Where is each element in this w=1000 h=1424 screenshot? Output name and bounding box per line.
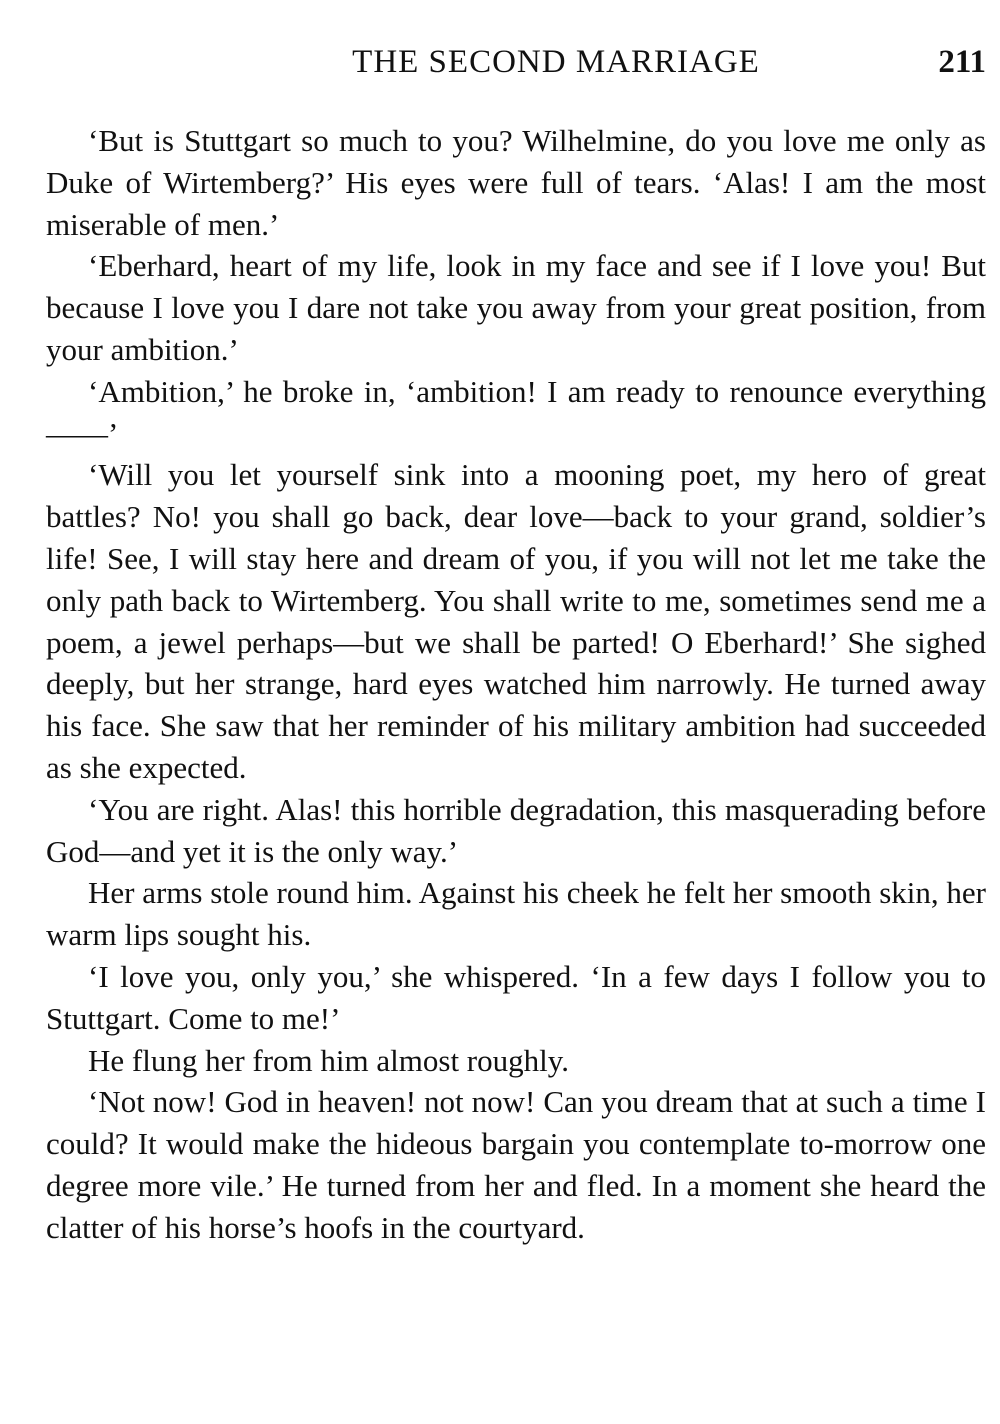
paragraph: ‘I love you, only you,’ she whispered. ‘In a few days I follow you to Stuttgart. Come to me!’ bbox=[46, 958, 986, 1036]
text-body bbox=[46, 120, 986, 1249]
paragraph: ‘Not now! God in heaven! not now! Can you dream that at such a time I could? It would make the hideous bargain you contemplate to-morrow one degree more vile.’ He turned from her and fled. In a moment she heard the clatter of his horse’s hoofs in the courtyard. bbox=[46, 1084, 986, 1245]
running-head bbox=[46, 44, 986, 92]
paragraph: He flung her from him almost roughly. bbox=[88, 1042, 569, 1078]
paragraph: ‘Ambition,’ he broke in, ‘ambition! I am ready to renounce everything——’ bbox=[46, 373, 986, 451]
running-title: THE SECOND MARRIAGE bbox=[352, 44, 760, 80]
page-number: 211 bbox=[938, 44, 986, 80]
paragraph: ‘But is Stuttgart so much to you? Wilhelmine, do you love me only as Duke of Wirtemberg?’ His eyes were full of tears. ‘Alas! I am the most miserable of men.’ bbox=[46, 123, 986, 242]
paragraph: ‘You are right. Alas! this horrible degradation, this masquerading before God—and yet it is the only way.’ bbox=[46, 791, 986, 869]
paragraph: Her arms stole round him. Against his cheek he felt her smooth skin, her warm lips sought his. bbox=[46, 875, 986, 953]
paragraph: ‘Will you let yourself sink into a mooning poet, my hero of great battles? No! you shall go back, dear love—back to your grand, soldier’s life! See, I will stay here and dream of you, if you will not let me take the only path back to Wirtemberg. You shall write to me, sometimes send me a poem, a jewel perhaps—but we shall be parted! O Eberhard!’ She sighed deeply, but her strange, hard eyes watched him narrowly. He turned away his face. She saw that her reminder of his military ambition had succeeded as she expected. bbox=[46, 457, 986, 785]
paragraph: ‘Eberhard, heart of my life, look in my face and see if I love you! But because I love you I dare not take you away from your great position, from your ambition.’ bbox=[46, 248, 986, 367]
